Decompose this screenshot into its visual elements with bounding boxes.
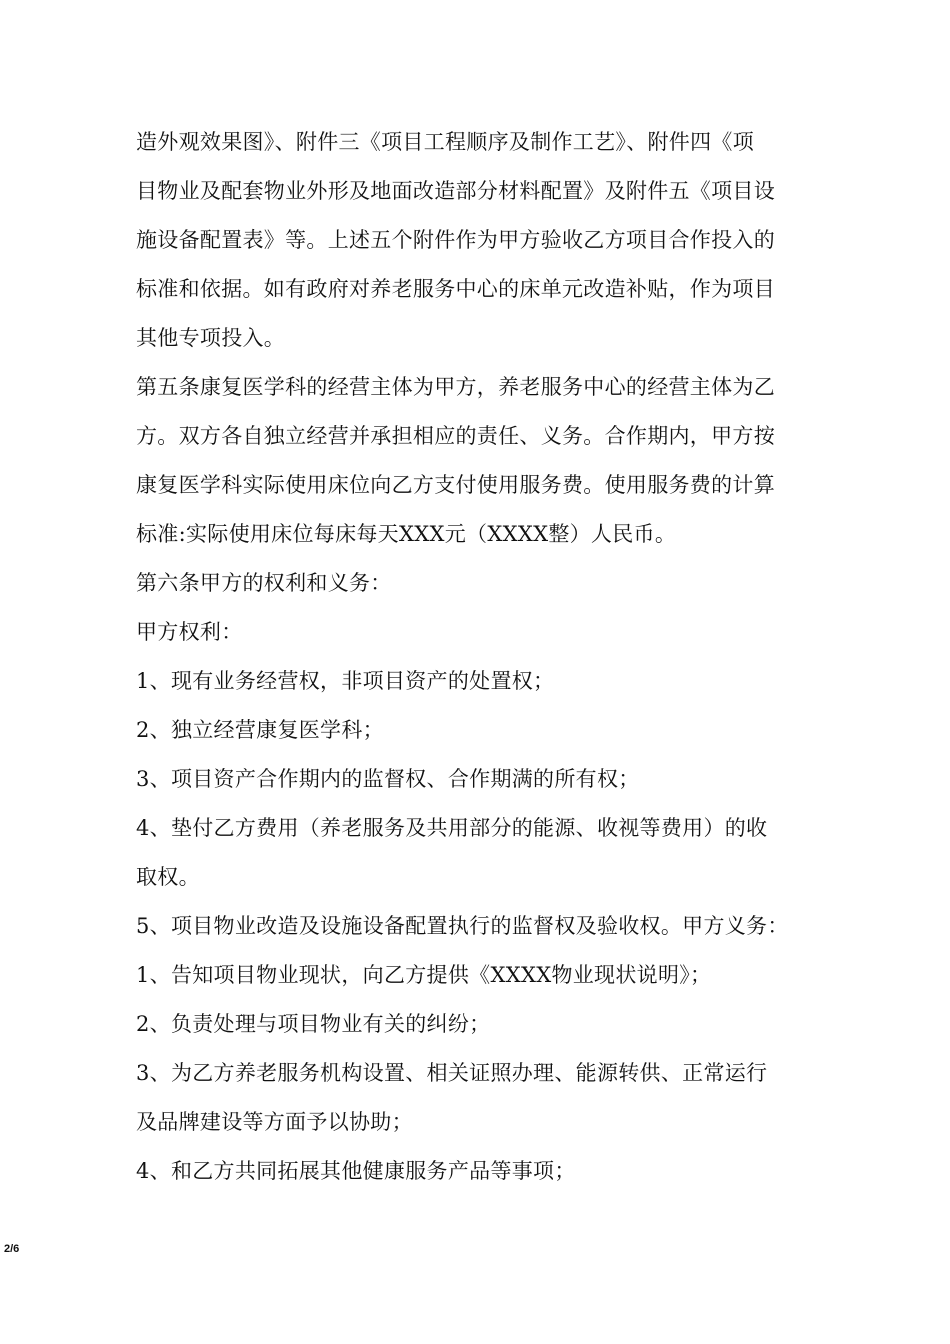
list-item: 4、和乙方共同拓展其他健康服务产品等事项； — [136, 1159, 576, 1183]
list-item: 3、为乙方养老服务机构设置、相关证照办理、能源转供、正常运行 — [136, 1061, 768, 1085]
list-item: 2、负责处理与项目物业有关的纠纷； — [136, 1012, 491, 1036]
text-line: 标准:实际使用床位每床每天XXX元（XXXX整）人民币。 — [136, 522, 677, 546]
list-item-continuation: 取权。 — [136, 865, 200, 889]
article-five-heading-line: 第五条康复医学科的经营主体为甲方，养老服务中心的经营主体为乙 — [136, 375, 775, 399]
text-line: 目物业及配套物业外形及地面改造部分材料配置》及附件五《项目设 — [136, 179, 775, 203]
text-line: 其他专项投入。 — [136, 326, 286, 350]
list-item: 3、项目资产合作期内的监督权、合作期满的所有权； — [136, 767, 640, 791]
list-item: 2、独立经营康复医学科； — [136, 718, 384, 742]
list-item: 1、告知项目物业现状，向乙方提供《XXXX物业现状说明》； — [136, 963, 712, 987]
party-a-rights-heading: 甲方权利： — [136, 620, 243, 644]
list-item: 4、垫付乙方费用（养老服务及共用部分的能源、收视等费用）的收 — [136, 816, 768, 840]
page-number: 2/6 — [4, 1243, 20, 1255]
text-line: 康复医学科实际使用床位向乙方支付使用服务费。使用服务费的计算 — [136, 473, 775, 497]
text-line: 标准和依据。如有政府对养老服务中心的床单元改造补贴，作为项目 — [136, 277, 775, 301]
list-item: 5、项目物业改造及设施设备配置执行的监督权及验收权。甲方义务： — [136, 914, 789, 938]
list-item-continuation: 及品牌建设等方面予以协助； — [136, 1110, 413, 1134]
text-line: 施设备配置表》等。上述五个附件作为甲方验收乙方项目合作投入的 — [136, 228, 775, 252]
document-body — [136, 118, 836, 1196]
text-line: 造外观效果图》、附件三《项目工程顺序及制作工艺》、附件四《项 — [136, 130, 754, 154]
list-item: 1、现有业务经营权，非项目资产的处置权； — [136, 669, 555, 693]
article-six-heading-line: 第六条甲方的权利和义务： — [136, 571, 392, 595]
text-line: 方。双方各自独立经营并承担相应的责任、义务。合作期内，甲方按 — [136, 424, 775, 448]
